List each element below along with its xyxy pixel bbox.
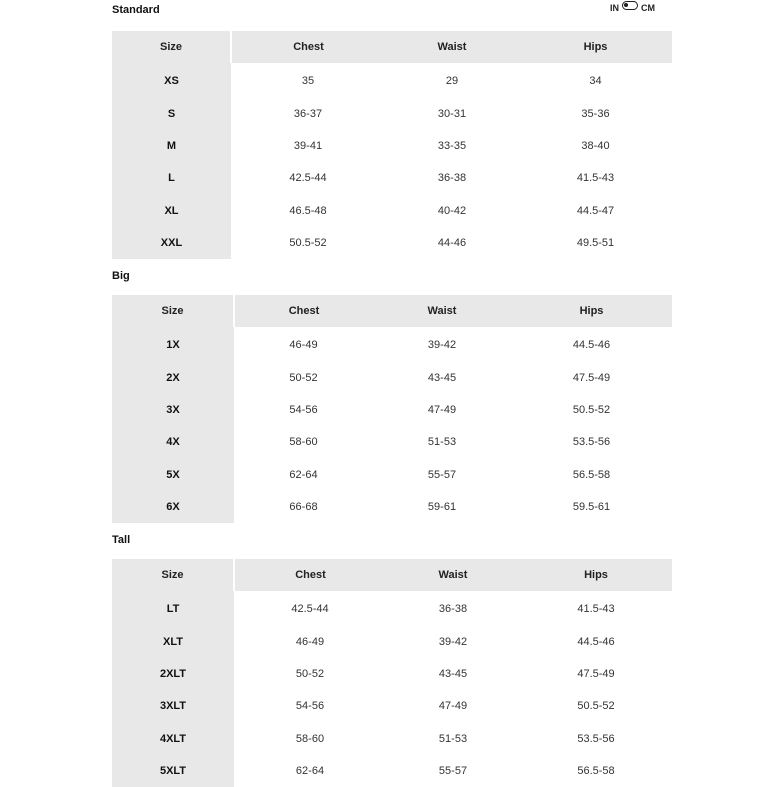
hips-cell: 59.5-61 [572,501,611,514]
table-row [112,130,672,162]
table-row [112,63,672,97]
header-size: Size [112,559,234,591]
hips-cell: 44.5-46 [572,339,611,352]
waist-cell: 47-49 [438,700,468,713]
size-cell: 5XLT [112,755,234,787]
hips-cell: 53.5-56 [577,732,615,745]
size-cell: 3XLT [112,690,234,722]
hips-cell: 41.5-43 [576,172,615,185]
chest-cell: 66-68 [289,501,318,514]
header-chest: Chest [231,31,385,63]
header-size: Size [112,31,231,63]
waist-cell: 29 [445,75,459,88]
size-cell: M [112,130,231,162]
waist-cell: 40-42 [437,204,467,217]
table-row [112,195,672,227]
hips-cell: 50.5-52 [577,700,615,713]
hips-cell: 56.5-58 [572,468,611,481]
waist-cell: 30-31 [437,107,467,120]
size-table-tall [112,559,672,787]
waist-cell: 36-38 [437,172,467,185]
size-cell: XS [112,63,231,97]
hips-cell: 44.5-46 [577,635,615,648]
chest-cell: 42.5-44 [289,172,327,185]
chest-cell: 50-52 [295,667,325,680]
hips-cell: 38-40 [581,139,610,152]
hips-cell: 49.5-51 [576,237,615,250]
waist-cell: 39-42 [438,635,468,648]
table-row [112,162,672,194]
header-waist: Waist [373,295,511,327]
chest-cell: 35 [301,75,315,88]
size-cell: 4XLT [112,723,234,755]
table-header-row [112,31,672,63]
hips-cell: 47.5-49 [577,667,615,680]
table-row [112,723,672,755]
table-row [112,394,672,426]
table-header-row [112,295,672,327]
header-chest: Chest [234,295,373,327]
waist-cell: 33-35 [437,139,467,152]
waist-cell: 43-45 [427,371,457,384]
header-waist: Waist [386,559,520,591]
size-cell: LT [112,591,234,625]
size-cell: 1X [112,327,234,361]
size-cell: 4X [112,426,234,458]
hips-cell: 50.5-52 [572,403,611,416]
table-row [112,227,672,259]
size-table-big [112,295,672,523]
table-row [112,327,672,361]
waist-cell: 39-42 [427,339,457,352]
unit-label-cm[interactable]: CM [641,3,655,13]
table-header-row [112,559,672,591]
chest-cell: 39-41 [293,139,323,152]
header-hips: Hips [519,31,672,63]
waist-cell: 51-53 [427,436,457,449]
waist-cell: 55-57 [427,468,457,481]
unit-toggle[interactable] [610,3,655,13]
waist-cell: 43-45 [438,667,468,680]
size-cell: XL [112,195,231,227]
table-row [112,690,672,722]
hips-cell: 34 [589,75,602,88]
table-row [112,426,672,458]
section-title-tall: Tall [112,534,131,546]
waist-cell: 36-38 [438,603,468,616]
hips-cell: 53.5-56 [572,436,611,449]
chest-cell: 50-52 [289,371,318,384]
chest-cell: 46-49 [295,635,325,648]
waist-cell: 55-57 [438,765,468,778]
chest-cell: 54-56 [289,403,318,416]
size-cell: XLT [112,625,234,657]
waist-cell: 44-46 [437,237,467,250]
hips-cell: 47.5-49 [572,371,611,384]
chest-cell: 58-60 [295,732,325,745]
waist-cell: 47-49 [427,403,457,416]
chest-cell: 46-49 [289,339,318,352]
size-table-standard [112,31,672,259]
hips-cell: 56.5-58 [577,765,615,778]
chest-cell: 54-56 [295,700,325,713]
header-size: Size [112,295,234,327]
header-waist: Waist [385,31,519,63]
size-cell: 6X [112,491,234,523]
table-row [112,591,672,625]
header-hips: Hips [511,295,672,327]
table-row [112,755,672,787]
header-hips: Hips [520,559,672,591]
size-cell: 2XLT [112,658,234,690]
header-chest: Chest [234,559,386,591]
toggle-switch-icon[interactable] [622,1,638,10]
waist-cell: 59-61 [427,501,457,514]
chest-cell: 50.5-52 [289,237,327,250]
size-cell: XXL [112,227,231,259]
hips-cell: 41.5-43 [577,603,615,616]
section-title-standard: Standard [112,4,160,16]
table-row [112,97,672,129]
table-row [112,625,672,657]
chest-cell: 42.5-44 [291,603,329,616]
table-row [112,361,672,393]
table-row [112,459,672,491]
size-cell: S [112,97,231,129]
table-row [112,658,672,690]
chest-cell: 46.5-48 [289,204,327,217]
waist-cell: 51-53 [438,732,468,745]
table-row [112,491,672,523]
chest-cell: 62-64 [289,468,318,481]
toggle-knob [624,3,628,7]
unit-label-in[interactable]: IN [610,3,619,13]
hips-cell: 44.5-47 [576,204,615,217]
section-title-big: Big [112,270,130,282]
size-cell: 5X [112,459,234,491]
chest-cell: 62-64 [295,765,325,778]
size-cell: 3X [112,394,234,426]
hips-cell: 35-36 [581,107,610,120]
chest-cell: 58-60 [289,436,318,449]
chest-cell: 36-37 [293,107,323,120]
size-cell: 2X [112,361,234,393]
size-cell: L [112,162,231,194]
